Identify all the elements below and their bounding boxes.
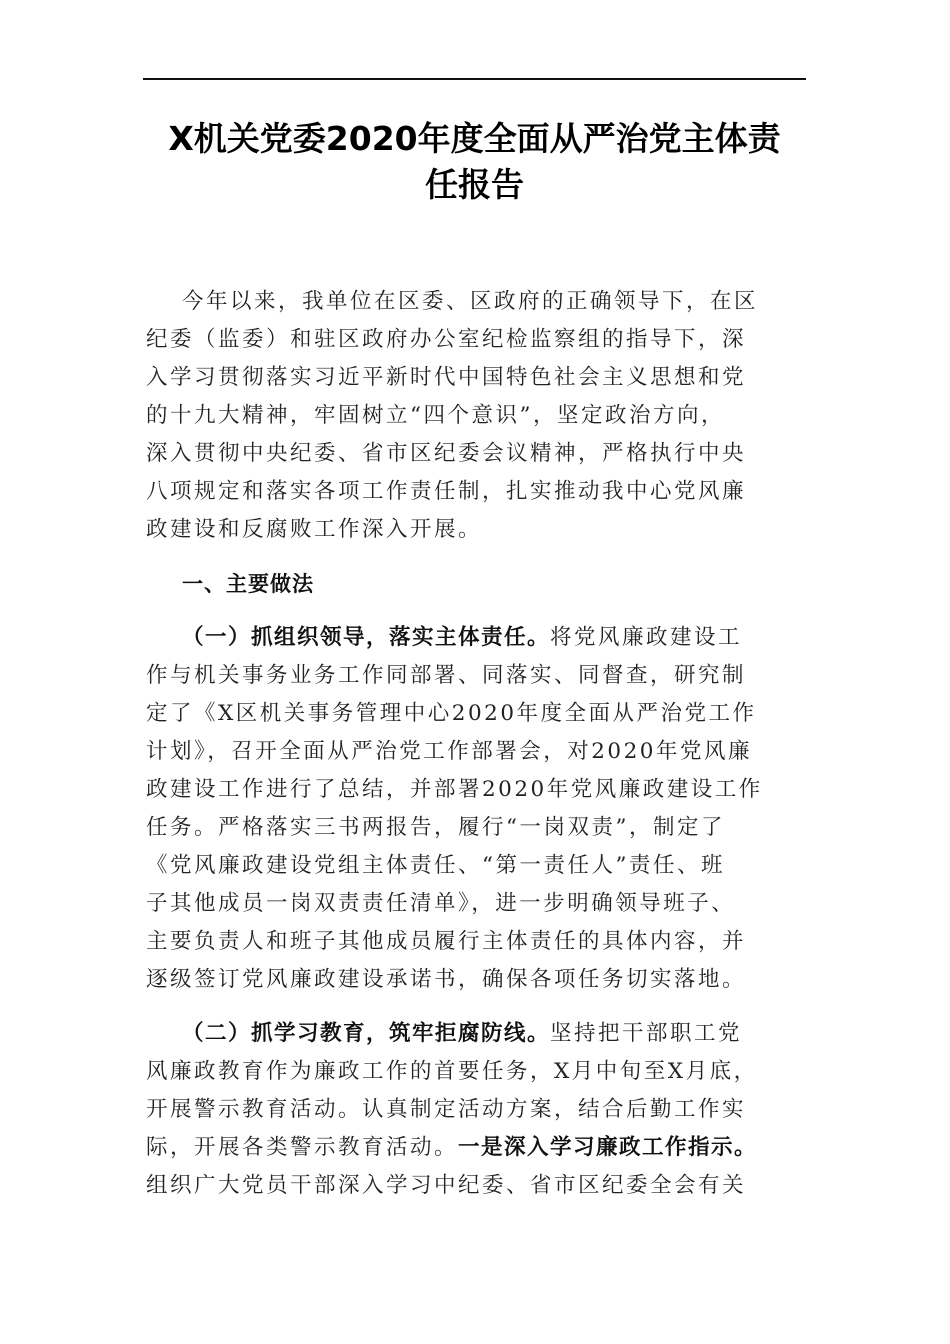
intro-line: 深入贯彻中央纪委、省市区纪委会议精神，严格执行中央	[146, 441, 747, 466]
sub1-line: 任务。严格落实三书两报告，履行“一岗双责”，制定了	[146, 815, 725, 840]
intro-line: 入学习贯彻落实习近平新时代中国特色社会主义思想和党	[146, 365, 747, 390]
sub1-first-line	[146, 619, 806, 657]
sub1-line: 定了《X区机关事务管理中心2020年度全面从严治党工作	[146, 701, 757, 726]
sub1-text: 将党风廉政建设工	[550, 625, 743, 650]
title-line: X机关党委2020年度全面从严治党主体责	[168, 119, 781, 158]
sub2-heading: （二）抓学习教育，筑牢拒腐防线。	[182, 1021, 551, 1046]
document-body	[146, 283, 806, 1205]
sub2-first-line	[146, 1015, 806, 1053]
section-heading: 一、主要做法	[182, 572, 314, 596]
sub1-line: 作与机关事务业务工作同部署、同落实、同督查，研究制	[146, 663, 747, 688]
document-title	[143, 116, 806, 208]
intro-line: 纪委（监委）和驻区政府办公室纪检监察组的指导下，深	[146, 327, 747, 352]
sub1-line: 政建设工作进行了总结，并部署2020年党风廉政建设工作	[146, 777, 763, 802]
sub1-line: 主要负责人和班子其他成员履行主体责任的具体内容，并	[146, 929, 747, 954]
sub2-emphasis: 一是深入学习廉政工作指示。	[458, 1135, 758, 1160]
intro-line: 今年以来，我单位在区委、区政府的正确领导下，在区	[182, 289, 759, 314]
header-rule	[143, 78, 806, 80]
sub2-mixed-line	[146, 1129, 806, 1167]
sub1-heading: （一）抓组织领导，落实主体责任。	[182, 625, 551, 650]
sub1-line: 计划》，召开全面从严治党工作部署会，对2020年党风廉	[146, 739, 752, 764]
sub2-text: 坚持把干部职工党	[550, 1021, 743, 1046]
sub2-line: 开展警示教育活动。认真制定活动方案，结合后勤工作实	[146, 1097, 747, 1122]
title-line: 任报告	[425, 165, 524, 204]
sub1-line: 子其他成员一岗双责责任清单》，进一步明确领导班子、	[146, 891, 736, 916]
intro-line: 政建设和反腐败工作深入开展。	[146, 517, 483, 542]
sub2-line: 风廉政教育作为廉政工作的首要任务，X月中旬至X月底，	[146, 1059, 758, 1084]
sub2-line: 组织广大党员干部深入学习中纪委、省市区纪委全会有关	[146, 1173, 747, 1198]
intro-line: 的十九大精神，牢固树立“四个意识”，坚定政治方向，	[146, 403, 725, 428]
intro-line: 八项规定和落实各项工作责任制，扎实推动我中心党风廉	[146, 479, 747, 504]
sub2-text: 际，开展各类警示教育活动。	[146, 1135, 459, 1160]
sub1-line: 《党风廉政建设党组主体责任、“第一责任人”责任、班	[146, 853, 725, 878]
sub1-line: 逐级签订党风廉政建设承诺书，确保各项任务切实落地。	[146, 967, 747, 992]
